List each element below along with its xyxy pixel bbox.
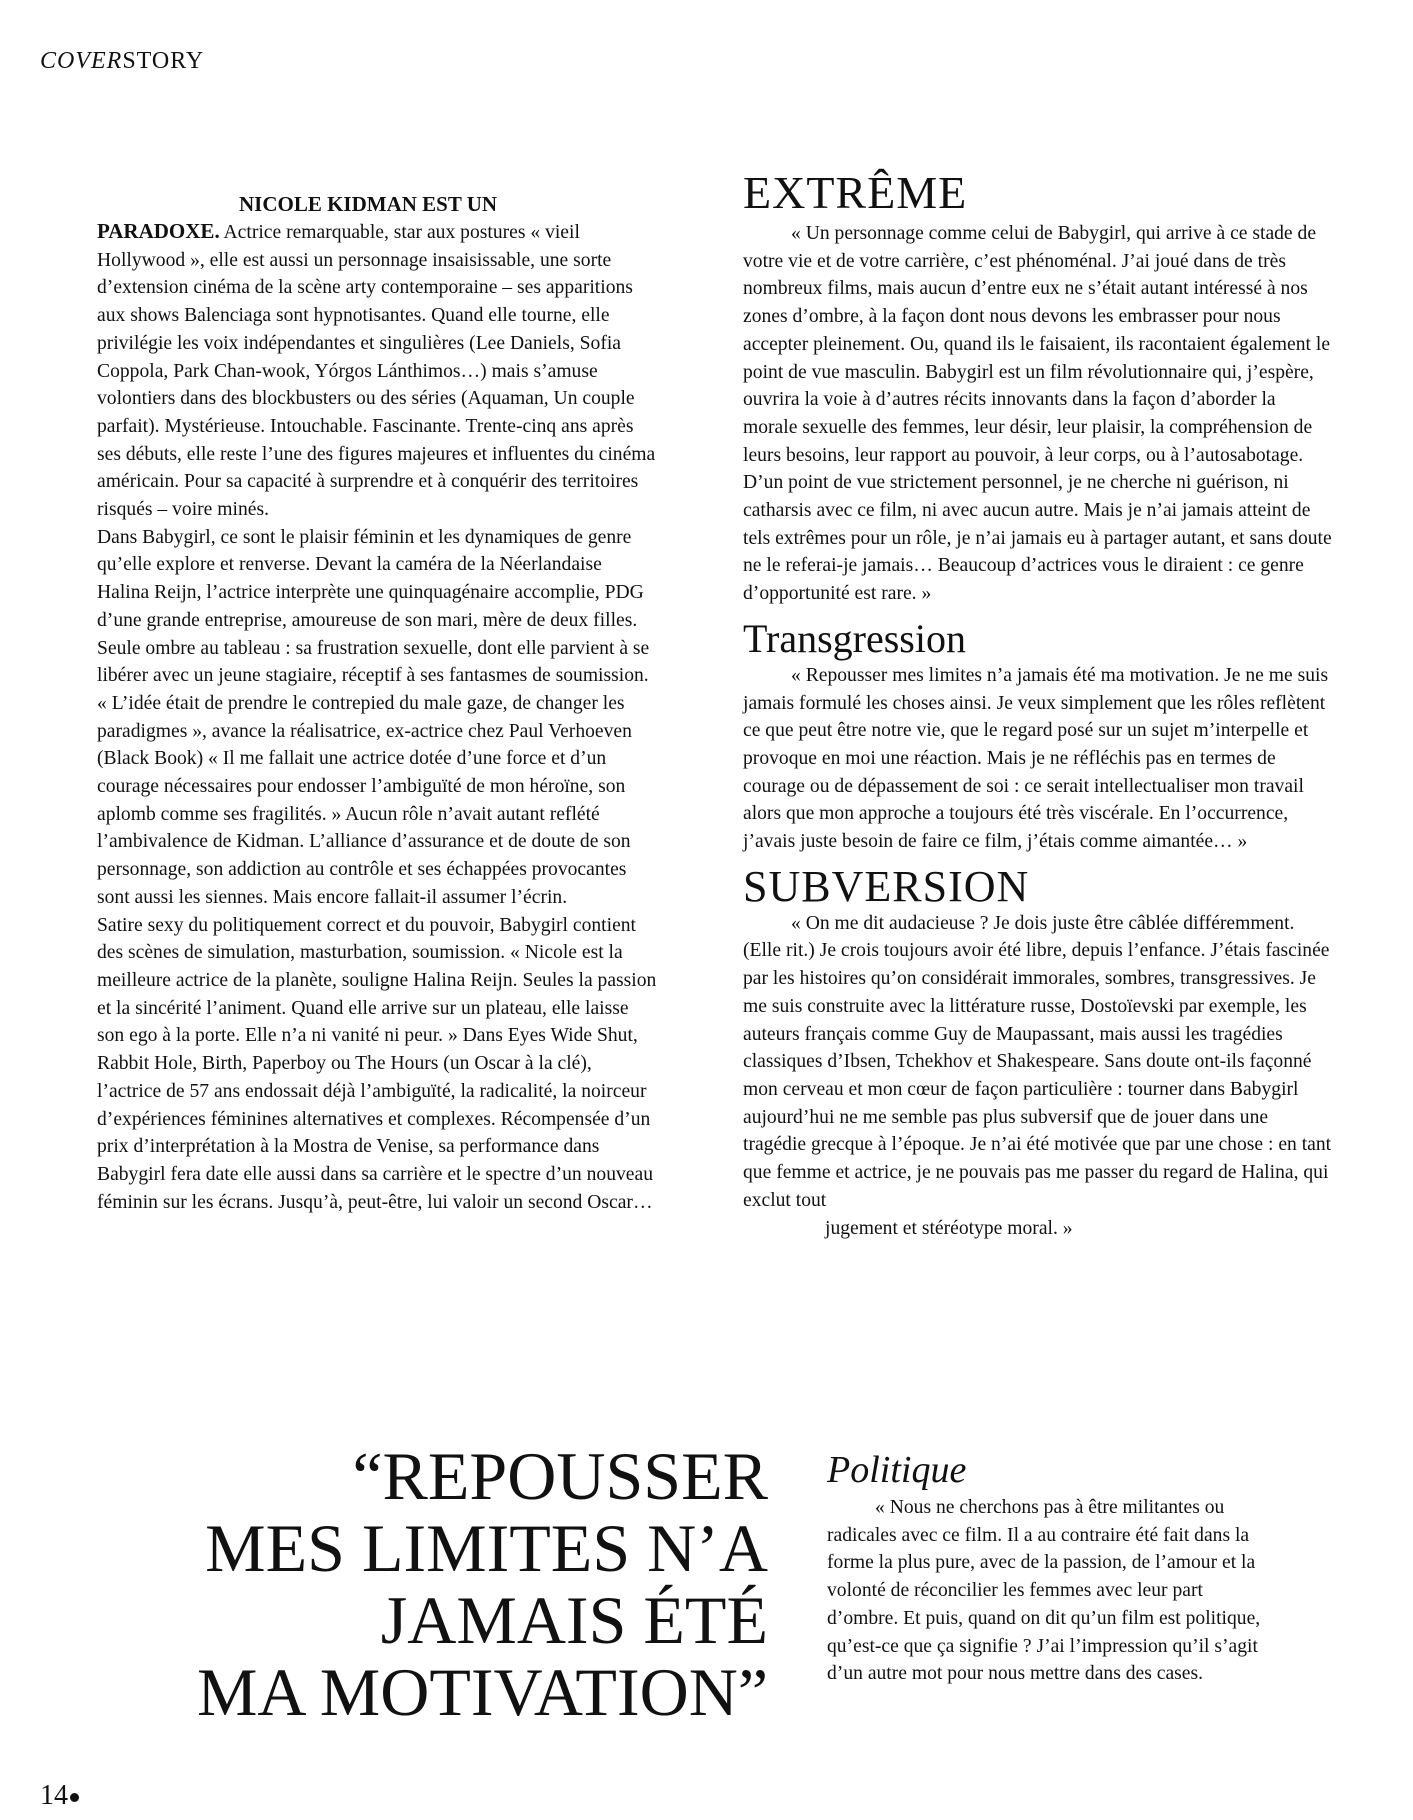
heading-politique: Politique	[827, 1449, 967, 1491]
pull-quote	[100, 1440, 768, 1728]
lead-kicker: NICOLE KIDMAN EST UN	[239, 192, 498, 216]
quote-subversion-end: jugement et stéréotype moral. »	[825, 1217, 1073, 1239]
page-number	[40, 1780, 79, 1812]
pull-quote-line-1: “REPOUSSER	[352, 1438, 768, 1514]
pull-quote-line-4: MA MOTIVATION”	[196, 1654, 768, 1730]
pull-quote-line-3: JAMAIS ÉTÉ	[380, 1582, 768, 1658]
left-column	[97, 190, 657, 1216]
lead-bold: PARADOXE.	[97, 219, 220, 243]
section-tag	[40, 48, 204, 75]
pull-quote-line-2: MES LIMITES N’A	[205, 1510, 768, 1586]
bottom-column	[827, 1494, 1272, 1688]
heading-transgression: Transgression	[743, 615, 966, 661]
quote-extreme: « Un personnage comme celui de Babygirl, qui arrive à ce stade de votre vie et de votre carrière, c’est phénoménal. J’ai joué dans de très nombreux films, mais aucun d’entre eux ne s’était autant intéressé à nos zones d’ombre, à la façon dont nous devons les embrasser pour nous accepter pleinement. Ou, quand ils le faisaient, ils racontaient également le point de vue masculin. Babygirl est un film révolutionnaire qui, j’espère, ouvrira la voie à d’autres récits innovants dans la façon d’aborder la morale sexuelle des femmes, leur désir, leur plaisir, la compréhension de leurs besoins, leur rapport au pouvoir, à leur corps, ou à l’autosabotage. D’un point de vue strictement personnel, je ne cherche ni guérison, ni catharsis avec ce film, ni avec aucun autre. Mais je n’ai jamais atteint de tels extrêmes pour un rôle, je n’ai jamais eu à partager autant, et sans doute ne le referai-je jamais… Beaucoup d’actrices vous le diraient : ce genre d’opportunité est rare. »	[743, 223, 1332, 605]
right-column	[743, 220, 1333, 1242]
section-tag-cover: COVER	[40, 48, 123, 74]
bullet-icon	[70, 1793, 79, 1802]
heading-extreme: EXTRÊME	[743, 167, 968, 218]
lead-text: Actrice remarquable, star aux postures « vieil Hollywood », elle est aussi un personnage insaisissable, une sorte d’extension cinéma de la scène arty contemporaine – ses apparitions aux shows Balenciaga sont hypnotisantes. Quand elle tourne, elle privilégie les voix indépendantes et singulières (Lee Daniels, Sofia Coppola, Park Chan-wook, Yórgos Lánthimos…) mais s’amuse volontiers dans des blockbusters ou des séries (Aquaman, Un couple parfait). Mystérieuse. Intouchable. Fascinante. Trente-cinq ans après ses débuts, elle reste l’une des figures majeures et influentes du cinéma américain. Pour sa capacité à surprendre et à conquérir des territoires risqués – voire minés.	[97, 222, 656, 521]
body-paragraph-2: Dans Babygirl, ce sont le plaisir féminin et les dynamiques de genre qu’elle explore et renverse. Devant la caméra de la Néerlandaise Halina Reijn, l’actrice interprète une quinquagénaire accomplie, PDG d’une grande entreprise, amoureuse de son mari, mère de deux filles. Seule ombre au tableau : sa frustration sexuelle, dont elle parvient à se libérer avec un jeune stagiaire, réceptif à ses fantasmes de soumission. « L’idée était de prendre le contrepied du male gaze, de changer les paradigmes », avance la réalisatrice, ex-actrice chez Paul Verhoeven (Black Book) « Il me fallait une actrice dotée d’une force et d’un courage nécessaires pour endosser l’ambiguïté de mon héroïne, son aplomb comme ses fragilités. » Aucun rôle n’avait autant reflété l’ambivalence de Kidman. L’alliance d’assurance et de doute de son personnage, son addiction au contrôle et ses échappées provocantes sont aussi les siennes. Mais encore fallait-il assumer l’écrin.	[97, 526, 650, 908]
heading-subversion: SUBVERSION	[743, 861, 1030, 911]
section-tag-story: STORY	[122, 48, 205, 74]
body-paragraph-3: Satire sexy du politiquement correct et du pouvoir, Babygirl contient des scènes de simulation, masturbation, soumission. « Nicole est la meilleure actrice de la planète, souligne Halina Reijn. Seules la passion et la sincérité l’animent. Quand elle arrive sur un plateau, elle laisse son ego à la porte. Elle n’a ni vanité ni peur. » Dans Eyes Wide Shut, Rabbit Hole, Birth, Paperboy ou The Hours (un Oscar à la clé), l’actrice de 57 ans endossait déjà l’ambiguïté, la radicalité, la noirceur d’expériences féminines alternatives et complexes. Récompensée d’un prix d’interprétation à la Mostra de Venise, sa performance dans Babygirl fera date elle aussi dans sa carrière et le spectre d’un nouveau féminin sur les écrans. Jusqu’à, peut-être, lui valoir un second Oscar…	[97, 914, 657, 1213]
lead-paragraph	[97, 218, 657, 524]
quote-transgression: « Repousser mes limites n’a jamais été ma motivation. Je ne me suis jamais formulé les choses ainsi. Je veux simplement que les rôles reflètent ce que peut être notre vie, que le regard posé sur un sujet m’interpelle et provoque en moi une réaction. Mais je ne réfléchis pas en termes de courage ou de dépassement de soi : ce serait intellectualiser mon travail alors que mon approche a toujours été très viscérale. En l’occurrence, j’avais juste besoin de faire ce film, j’étais comme aimantée… »	[743, 664, 1329, 853]
quote-politique: « Nous ne cherchons pas à être militantes ou radicales avec ce film. Il a au contraire été fait dans la forme la plus pure, avec de la passion, de l’amour et la volonté de réconcilier les femmes avec leur part d’ombre. Et puis, quand on dit qu’un film est politique, qu’est-ce que ça signifie ? J’ai l’impression qu’il s’agit d’un autre mot pour nous mettre dans des cases.	[827, 1497, 1261, 1685]
quote-subversion: « On me dit audacieuse ? Je dois juste être câblée différemment. (Elle rit.) Je crois toujours avoir été libre, depuis l’enfance. J’étais fascinée par les histoires qu’on considérait immorales, sombres, transgressives. Je me suis construite avec la littérature russe, Dostoïevski par exemple, les auteurs français comme Guy de Maupassant, mais aussi les tragédies classiques d’Ibsen, Tchekhov et Shakespeare. Sans doute ont-ils façonné mon cerveau et mon cœur de façon particulière : tourner dans Babygirl aujourd’hui ne me semble pas plus subversif que de jouer dans une tragédie grecque à l’époque. Je n’ai été motivée que par une chose : en tant que femme et actrice, je ne pouvais pas me passer du regard de Halina, qui exclut tout	[743, 912, 1332, 1211]
page-number-text: 14	[40, 1780, 68, 1811]
